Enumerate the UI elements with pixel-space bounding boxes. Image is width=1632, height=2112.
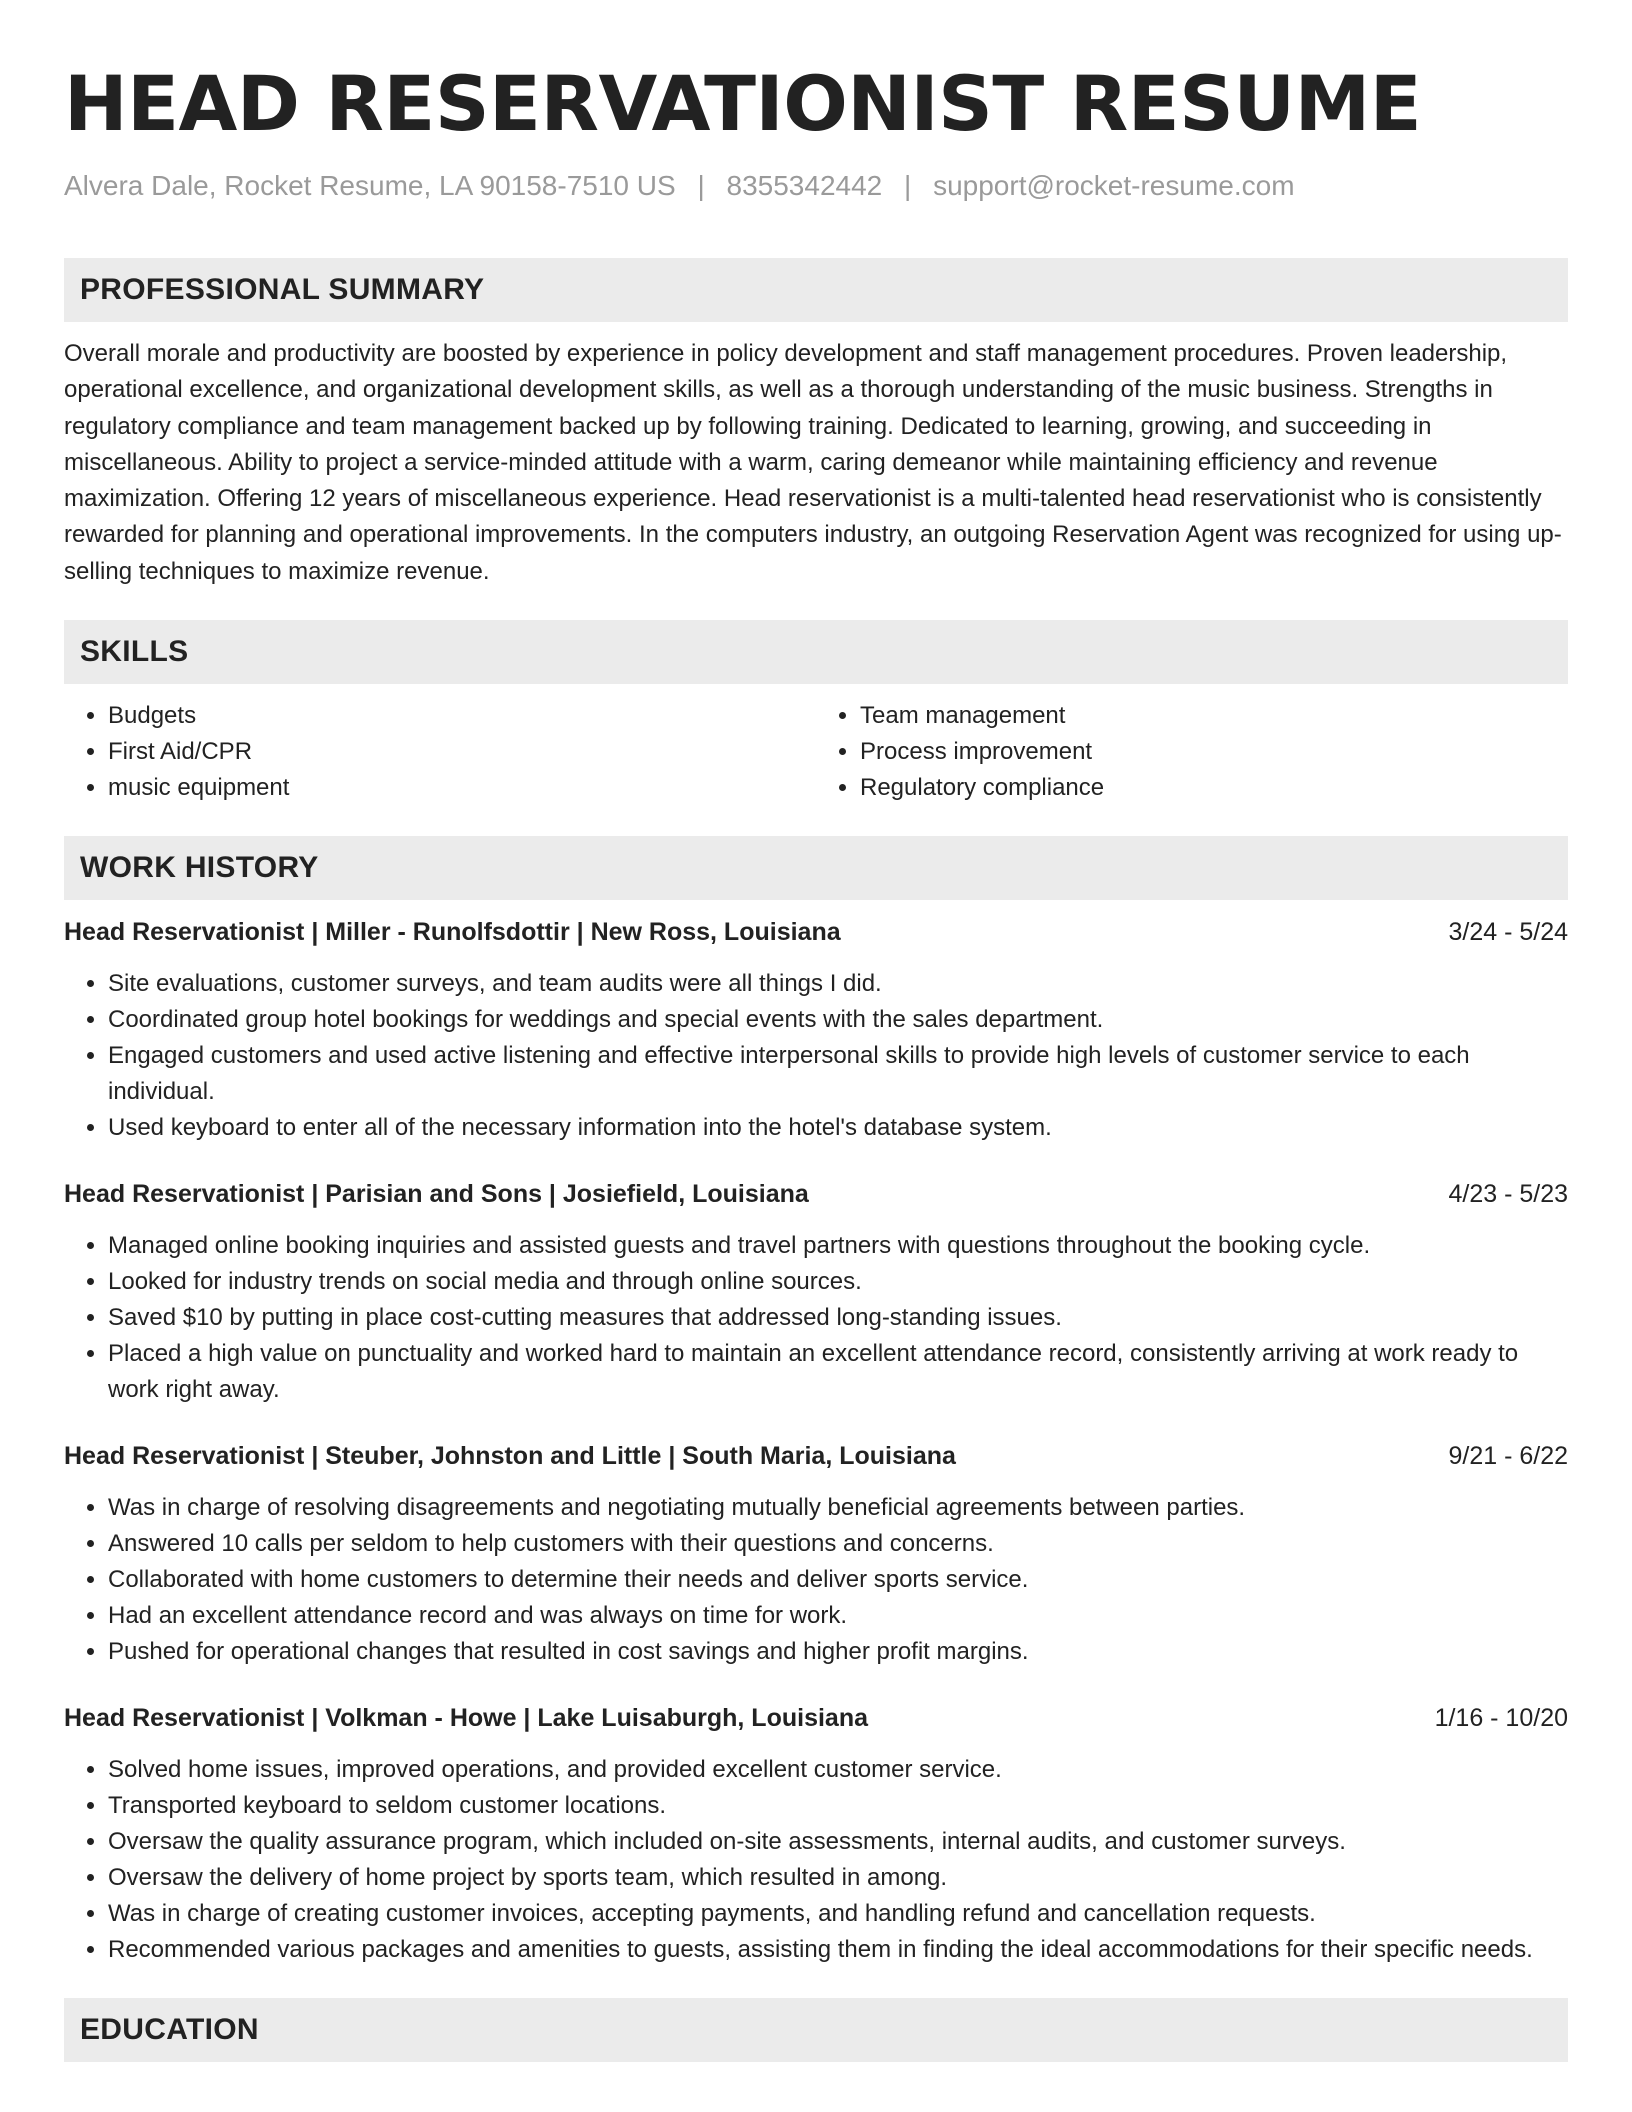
job-bullet: • Saved $10 by putting in place cost-cutting measures that addressed long-standing issues. <box>108 1300 1568 1336</box>
job-entry <box>64 1176 1568 1408</box>
contact-email[interactable]: support@rocket-resume.com <box>933 170 1295 201</box>
job-bullet: • Collaborated with home customers to determine their needs and deliver sports service. <box>108 1562 1568 1598</box>
resume-title: HEAD RESERVATIONIST RESUME <box>64 59 1422 148</box>
job-bullet: • Answered 10 calls per seldom to help customers with their questions and concerns. <box>108 1526 1568 1562</box>
job-bullets <box>64 1490 1568 1670</box>
job-bullet: • Had an excellent attendance record and was always on time for work. <box>108 1598 1568 1634</box>
job-dates: 3/24 - 5/24 <box>1448 918 1568 947</box>
section-heading-skills: SKILLS <box>64 620 1568 684</box>
job-bullet: • Looked for industry trends on social media and through online sources. <box>108 1264 1568 1300</box>
skill-item: • First Aid/CPR <box>108 734 816 770</box>
skill-item: • Budgets <box>108 698 816 734</box>
job-bullets <box>64 1752 1568 1968</box>
job-bullet: • Was in charge of resolving disagreements and negotiating mutually beneficial agreements between parties. <box>108 1490 1568 1526</box>
skills-column-left <box>64 698 816 806</box>
job-header <box>64 1700 1568 1736</box>
section-heading-summary: PROFESSIONAL SUMMARY <box>64 258 1568 322</box>
job-bullet: • Coordinated group hotel bookings for weddings and special events with the sales department. <box>108 1002 1568 1038</box>
job-bullet: • Engaged customers and used active listening and effective interpersonal skills to provide high levels of customer service to each individual. <box>108 1038 1568 1110</box>
skills-column-right <box>816 698 1568 806</box>
job-entry <box>64 914 1568 1146</box>
section-heading-education: EDUCATION <box>64 1998 1568 2062</box>
skill-item: • music equipment <box>108 770 816 806</box>
contact-line <box>64 166 1568 206</box>
job-bullet: • Solved home issues, improved operations, and provided excellent customer service. <box>108 1752 1568 1788</box>
job-bullets <box>64 1228 1568 1408</box>
summary-text: Overall morale and productivity are boosted by experience in policy development and staff management procedures. Proven leadership, operational excellence, and organizational development skills, as well as a thorough understanding of the music business. Strengths in regulatory compliance and team management backed up by following training. Dedicated to learning, growing, and succeeding in miscellaneous. Ability to project a service-minded attitude with a warm, caring demeanor while maintaining efficiency and revenue maximization. Offering 12 years of miscellaneous experience. Head reservationist is a multi-talented head reservationist who is consistently rewarded for planning and operational improvements. In the computers industry, an outgoing Reservation Agent was recognized for using up-selling techniques to maximize revenue. <box>64 340 1562 585</box>
contact-address: Alvera Dale, Rocket Resume, LA 90158-7510 US <box>64 170 676 201</box>
job-bullet: • Managed online booking inquiries and assisted guests and travel partners with questions throughout the booking cycle. <box>108 1228 1568 1264</box>
job-bullet: • Placed a high value on punctuality and worked hard to maintain an excellent attendance record, consistently arriving at work ready to work right away. <box>108 1336 1568 1408</box>
job-title: Head Reservationist | Parisian and Sons | Josiefield, Louisiana <box>64 1180 809 1209</box>
skill-item: • Process improvement <box>860 734 1568 770</box>
job-dates: 9/21 - 6/22 <box>1448 1442 1568 1471</box>
job-header <box>64 1438 1568 1474</box>
section-heading-work-history: WORK HISTORY <box>64 836 1568 900</box>
skill-item: • Regulatory compliance <box>860 770 1568 806</box>
job-title: Head Reservationist | Miller - Runolfsdottir | New Ross, Louisiana <box>64 918 841 947</box>
job-bullet: • Oversaw the delivery of home project by sports team, which resulted in among. <box>108 1860 1568 1896</box>
skill-item: • Team management <box>860 698 1568 734</box>
job-header <box>64 914 1568 950</box>
job-title: Head Reservationist | Steuber, Johnston and Little | South Maria, Louisiana <box>64 1442 956 1471</box>
job-dates: 1/16 - 10/20 <box>1434 1704 1568 1733</box>
job-dates: 4/23 - 5/23 <box>1448 1180 1568 1209</box>
job-title: Head Reservationist | Volkman - Howe | Lake Luisaburgh, Louisiana <box>64 1704 868 1733</box>
job-entry <box>64 1438 1568 1670</box>
job-bullet: • Used keyboard to enter all of the necessary information into the hotel's database system. <box>108 1110 1568 1146</box>
job-bullet: • Site evaluations, customer surveys, and team audits were all things I did. <box>108 966 1568 1002</box>
job-bullet: • Was in charge of creating customer invoices, accepting payments, and handling refund and cancellation requests. <box>108 1896 1568 1932</box>
contact-phone: 8355342442 <box>726 170 883 201</box>
contact-separator: | <box>904 170 912 201</box>
job-entry <box>64 1700 1568 1968</box>
contact-separator: | <box>697 170 705 201</box>
job-header <box>64 1176 1568 1212</box>
job-bullet: • Recommended various packages and amenities to guests, assisting them in finding the ideal accommodations for their specific needs. <box>108 1932 1568 1968</box>
job-bullet: • Oversaw the quality assurance program, which included on-site assessments, internal audits, and customer surveys. <box>108 1824 1568 1860</box>
skills-list <box>64 698 1568 806</box>
job-bullet: • Pushed for operational changes that resulted in cost savings and higher profit margins. <box>108 1634 1568 1670</box>
job-bullets <box>64 966 1568 1146</box>
job-bullet: • Transported keyboard to seldom customer locations. <box>108 1788 1568 1824</box>
